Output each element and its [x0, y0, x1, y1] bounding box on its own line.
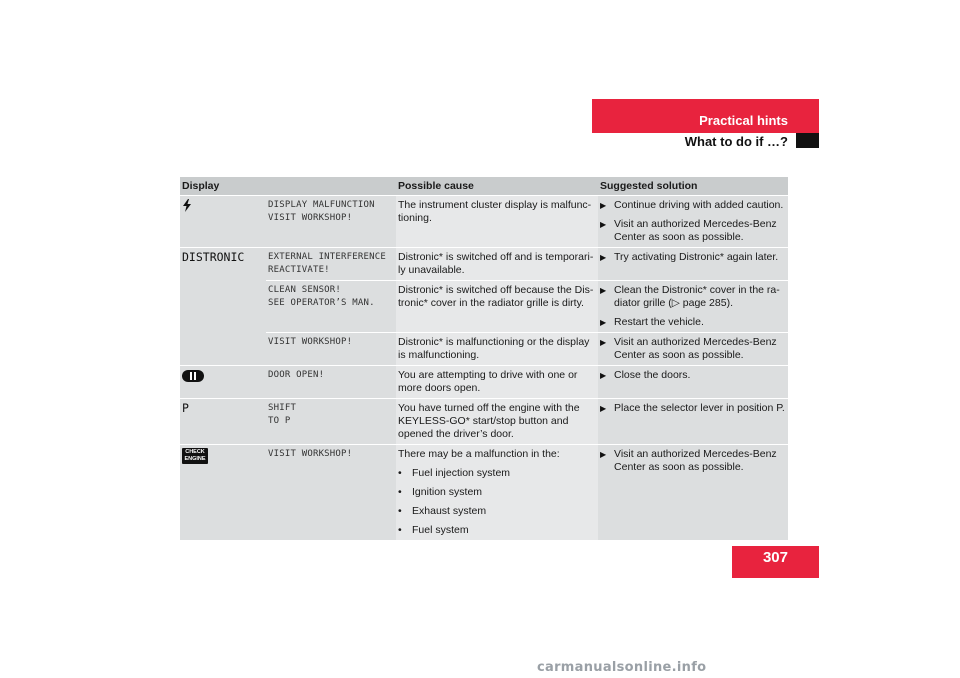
message-line: TO P [268, 415, 291, 426]
column-header-solution: Suggested solution [598, 177, 788, 195]
message-cell [266, 332, 396, 365]
message-cell [266, 398, 396, 444]
page-number: 307 [762, 549, 788, 566]
step-arrow-icon: ▶ [600, 200, 607, 210]
solution-step: ▶ Place the selector lever in position P. [600, 401, 785, 414]
cause-cell: The instrument cluster display is malfunc-tioning. [396, 195, 598, 247]
display-symbol-cell [180, 398, 266, 444]
step-arrow-icon: ▶ [600, 403, 607, 413]
cause-bullet: • Exhaust system [398, 504, 487, 517]
door-open-icon [182, 370, 204, 382]
solution-cell [598, 332, 788, 365]
solution-cell [598, 398, 788, 444]
message-line: VISIT WORKSHOP! [268, 212, 353, 223]
table-row [180, 195, 788, 247]
solution-step: ▶ Visit an authorized Mercedes-Benz Center as soon as possible. [600, 447, 777, 473]
display-word: DISTRONIC [182, 249, 245, 264]
cause-text: There may be a malfunction in the: [398, 447, 560, 460]
cause-cell: Distronic* is switched off because the Dis-tronic* cover in the radiator grille is dirty. [396, 280, 598, 332]
message-cell [266, 195, 396, 247]
step-arrow-icon: ▶ [600, 285, 607, 295]
column-header-cause: Possible cause [396, 177, 598, 195]
watermark-logo[interactable]: carmanualsonline.info [537, 660, 707, 675]
display-symbol-cell [180, 195, 266, 247]
display-symbol-cell [180, 444, 266, 540]
cause-bullet: • Fuel injection system [398, 466, 511, 479]
black-tab-marker [796, 133, 819, 148]
table-row [180, 332, 788, 365]
section-title: Practical hints [699, 113, 788, 128]
table-row [180, 365, 788, 398]
cause-cell: Distronic* is malfunctioning or the display is malfunctioning. [396, 332, 598, 365]
cause-cell: You have turned off the engine with the KEYLESS-GO* start/stop button and opened the driver’s door. [396, 398, 598, 444]
cause-cell [396, 444, 598, 540]
display-symbol-cell [180, 365, 266, 398]
subsection-title: What to do if …? [684, 134, 788, 149]
message-cell [266, 280, 396, 332]
step-arrow-icon: ▶ [600, 449, 607, 459]
message-line: DOOR OPEN! [268, 369, 325, 380]
column-header-display: Display [180, 177, 396, 195]
solution-step: ▶ Visit an authorized Mercedes-Benz Center as soon as possible. [600, 335, 777, 361]
table-header-row [180, 177, 788, 195]
solution-cell [598, 280, 788, 332]
step-arrow-icon: ▶ [600, 317, 607, 327]
display-word: P [182, 400, 189, 415]
message-line: DISPLAY MALFUNCTION [268, 199, 375, 210]
table-row [180, 247, 788, 280]
solution-step: ▶ Close the doors. [600, 368, 691, 381]
step-arrow-icon: ▶ [600, 219, 607, 229]
page-number-box [732, 546, 819, 578]
message-line: CLEAN SENSOR! [268, 284, 342, 295]
message-line: EXTERNAL INTERFERENCE [268, 251, 386, 262]
solution-step: ▶ Restart the vehicle. [600, 315, 704, 328]
message-line: REACTIVATE! [268, 264, 330, 275]
cause-bullet: • Ignition system [398, 485, 483, 498]
solution-step: ▶ Visit an authorized Mercedes-Benz Center as soon as possible. [600, 217, 777, 243]
message-cell [266, 365, 396, 398]
table-row [180, 280, 788, 332]
table-row [180, 444, 788, 540]
message-line: VISIT WORKSHOP! [268, 336, 353, 347]
display-fault-icon [182, 199, 192, 212]
message-line: SHIFT [268, 402, 297, 413]
section-header [592, 99, 819, 133]
solution-cell [598, 444, 788, 540]
cause-cell: Distronic* is switched off and is temporari-ly unavailable. [396, 247, 598, 280]
solution-step: ▶ Clean the Distronic* cover in the ra-diator grille (▷ page 285). [600, 283, 780, 309]
display-symbol-cell [180, 247, 266, 365]
step-arrow-icon: ▶ [600, 252, 607, 262]
step-arrow-icon: ▶ [600, 337, 607, 347]
table-row [180, 398, 788, 444]
message-cell [266, 247, 396, 280]
cause-cell: You are attempting to drive with one or more doors open. [396, 365, 598, 398]
step-arrow-icon: ▶ [600, 370, 607, 380]
cause-bullet: • Fuel system [398, 523, 469, 536]
solution-cell [598, 247, 788, 280]
message-cell [266, 444, 396, 540]
message-line: VISIT WORKSHOP! [268, 448, 353, 459]
fault-message-table [180, 177, 788, 540]
solution-step: ▶ Continue driving with added caution. [600, 198, 784, 211]
solution-cell [598, 365, 788, 398]
solution-step: ▶ Try activating Distronic* again later. [600, 250, 779, 263]
message-line: SEE OPERATOR’S MAN. [268, 297, 375, 308]
subsection-header [592, 133, 819, 150]
solution-cell [598, 195, 788, 247]
check-engine-icon: CHECK ENGINE [182, 448, 208, 464]
